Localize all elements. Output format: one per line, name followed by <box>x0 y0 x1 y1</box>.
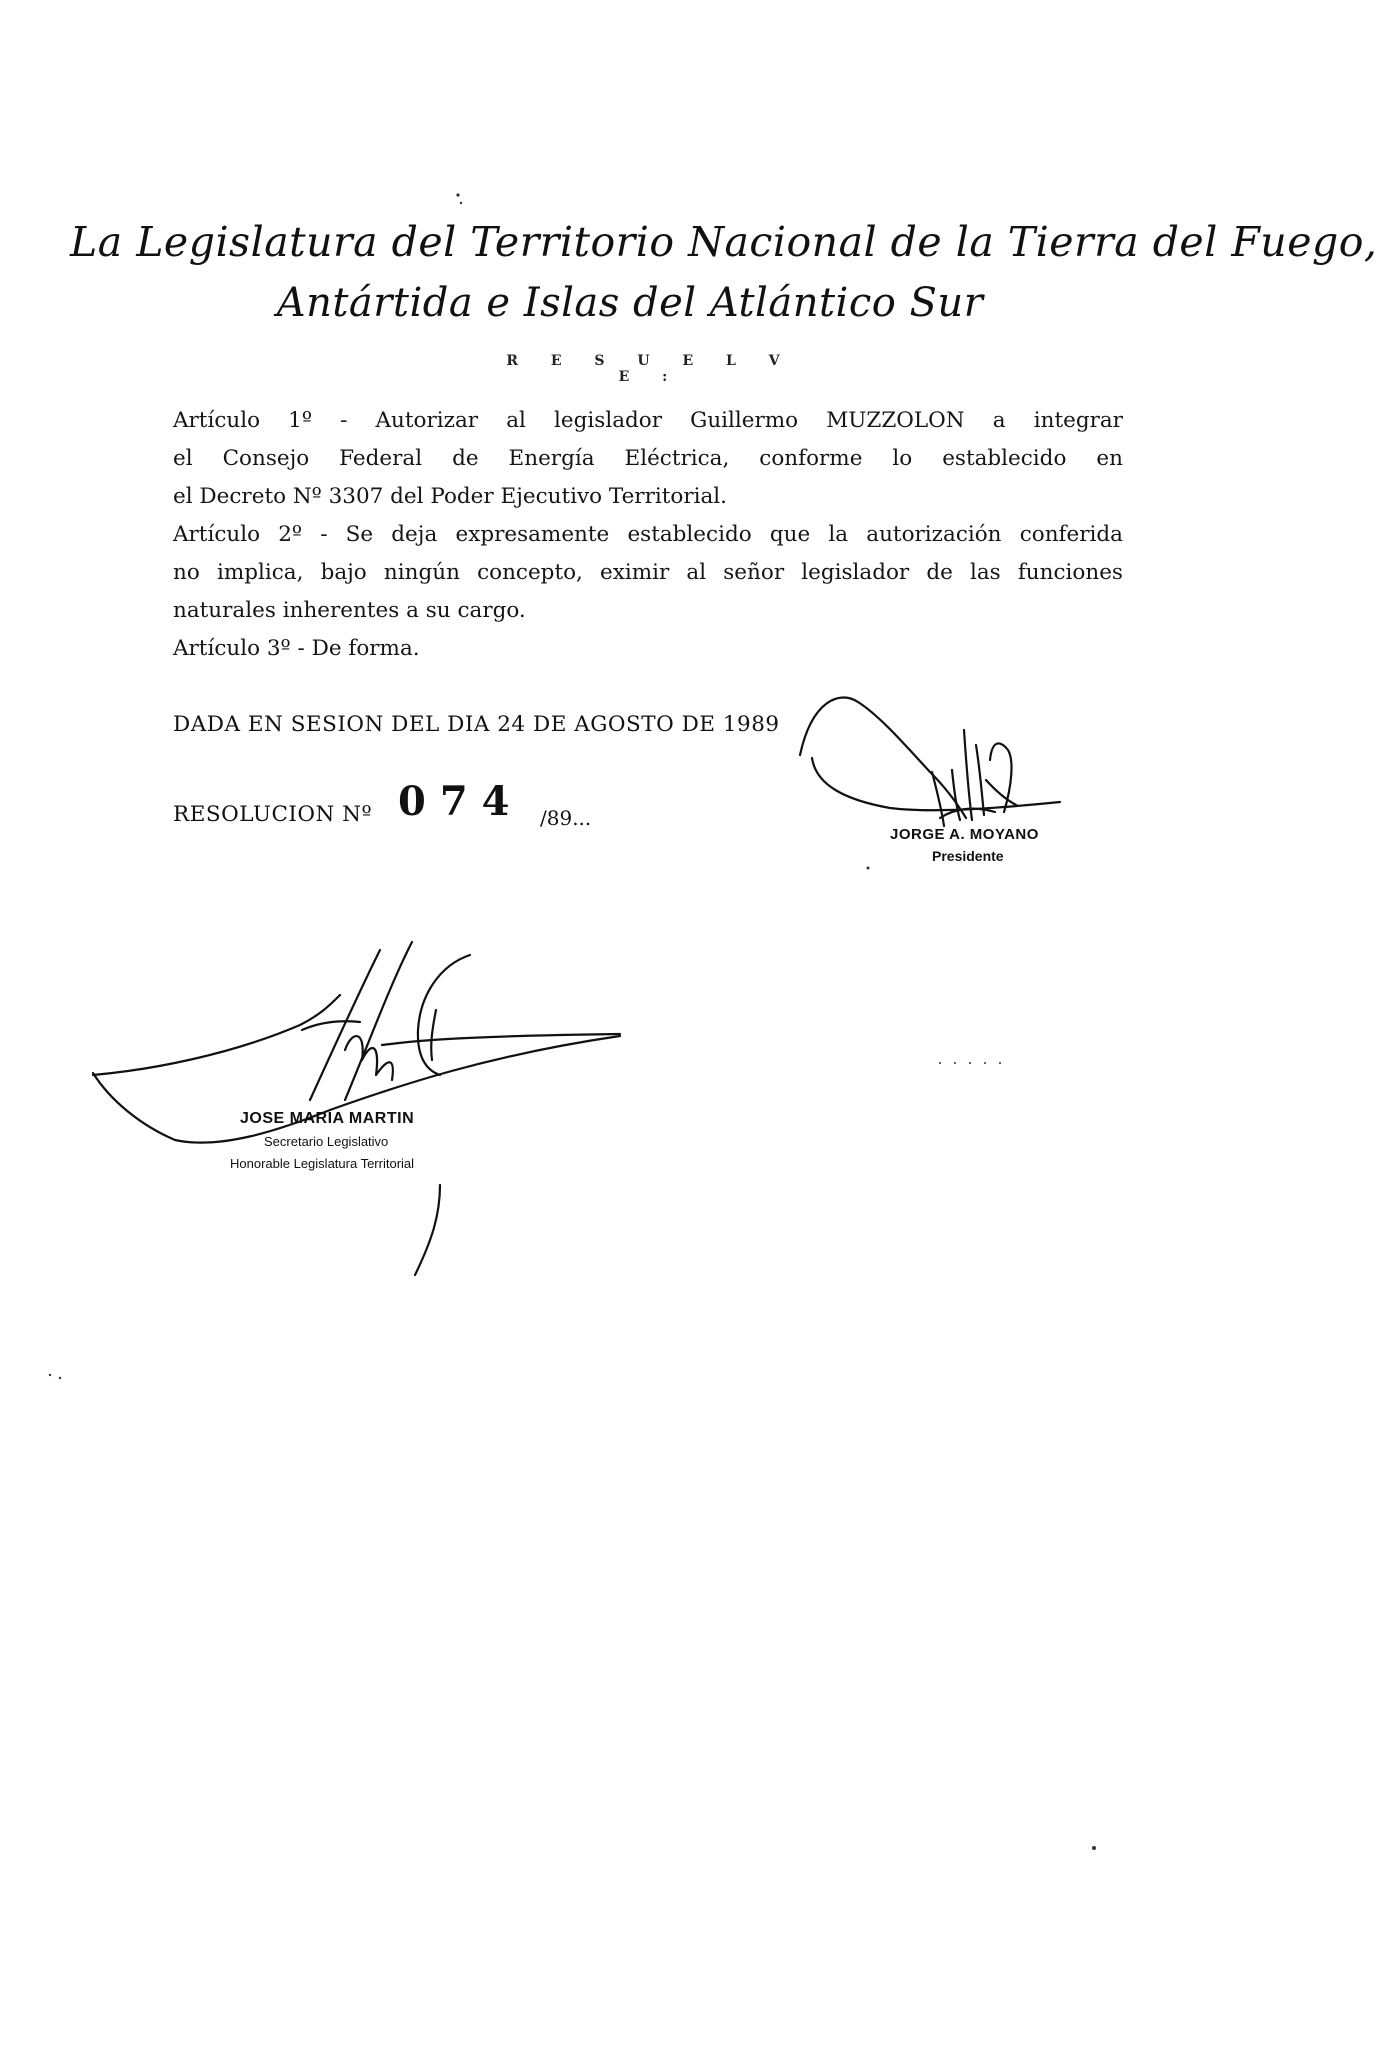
word: no <box>173 560 200 585</box>
resolution-label: RESOLUCION Nº <box>173 802 373 827</box>
word: - <box>340 408 348 433</box>
word: Se <box>345 522 374 547</box>
word: Autorizar <box>375 408 479 433</box>
resuelve-heading: R E S U E L V E : <box>506 353 794 385</box>
secretary-name: JOSE MARIA MARTIN <box>240 1110 415 1127</box>
word: que <box>769 522 811 547</box>
word: a <box>992 408 1006 433</box>
word: - <box>320 522 328 547</box>
legislature-heading-line-1: La Legislatura del Territorio Nacional de la Tierra del Fuego, <box>70 218 1377 266</box>
resolution-year: /89... <box>540 806 592 830</box>
president-name: JORGE A. MOYANO <box>890 826 1039 843</box>
word: de <box>926 560 953 585</box>
resolution-number: 074 <box>398 778 524 825</box>
word: Guillermo <box>690 408 799 433</box>
word: legislador <box>801 560 910 585</box>
article-1-line-2 <box>173 440 1123 478</box>
word: establecido <box>942 446 1067 471</box>
word: 1º <box>288 408 312 433</box>
word: señor <box>723 560 785 585</box>
word: autorización <box>866 522 1002 547</box>
word: 2º <box>278 522 303 547</box>
word: concepto, <box>477 560 583 585</box>
word: de <box>452 446 479 471</box>
article-2-line-2 <box>173 554 1123 592</box>
word: en <box>1096 446 1123 471</box>
word: implica, <box>216 560 304 585</box>
president-signature <box>800 697 1060 826</box>
word: MUZZOLON <box>826 408 965 433</box>
word: ningún <box>383 560 460 585</box>
word: al <box>506 408 526 433</box>
word: eximir <box>600 560 670 585</box>
article-2-line-3: naturales inherentes a su cargo. <box>173 598 526 623</box>
word: al <box>686 560 707 585</box>
session-date: DADA EN SESION DEL DIA 24 DE AGOSTO DE 1989 <box>173 712 780 737</box>
word: Artículo <box>173 408 261 433</box>
word: bajo <box>320 560 367 585</box>
secretary-title: Secretario Legislativo <box>264 1134 389 1149</box>
article-2-line-1 <box>173 516 1123 554</box>
word: legislador <box>554 408 662 433</box>
word: la <box>828 522 849 547</box>
word: Artículo <box>173 522 261 547</box>
legislature-office: Honorable Legislatura Territorial <box>230 1156 415 1171</box>
word: lo <box>892 446 913 471</box>
secretary-signature <box>93 942 620 1275</box>
word: Eléctrica, <box>624 446 730 471</box>
word: conferida <box>1019 522 1123 547</box>
president-title: Presidente <box>932 848 1004 864</box>
word: conforme <box>759 446 863 471</box>
article-3-line-1: Artículo 3º - De forma. <box>173 636 420 661</box>
word: funciones <box>1017 560 1123 585</box>
word: deja <box>391 522 438 547</box>
word: Federal <box>339 446 423 471</box>
word: expresamente <box>455 522 610 547</box>
word: Consejo <box>222 446 310 471</box>
word: Energía <box>508 446 595 471</box>
word: las <box>969 560 1001 585</box>
article-1-line-3: el Decreto Nº 3307 del Poder Ejecutivo Territorial. <box>173 484 728 509</box>
word: el <box>173 446 193 471</box>
word: integrar <box>1033 408 1123 433</box>
article-1-line-1 <box>173 402 1123 440</box>
legislature-heading-line-2: Antártida e Islas del Atlántico Sur <box>276 280 984 326</box>
word: establecido <box>627 522 752 547</box>
